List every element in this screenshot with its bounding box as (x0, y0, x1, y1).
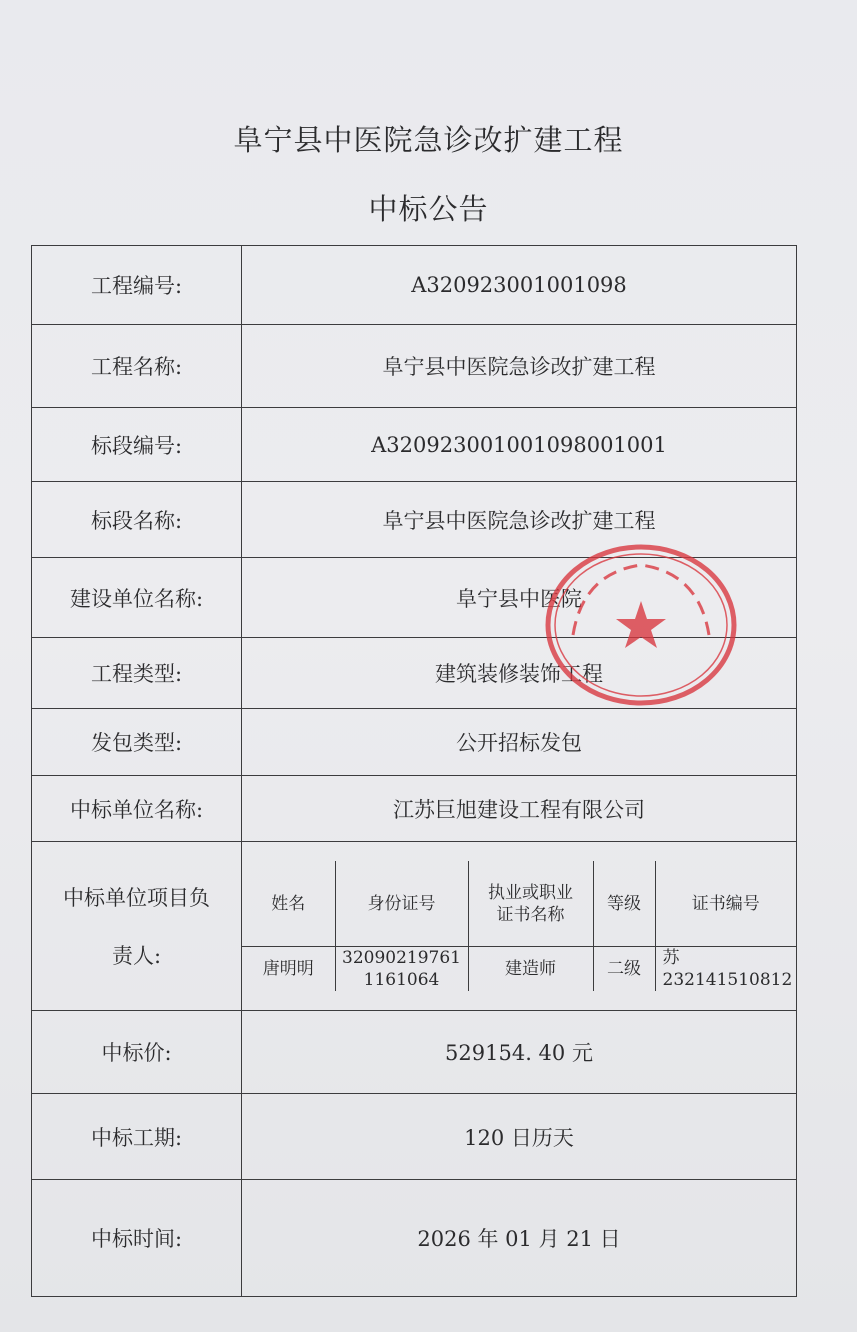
row-period (32, 1094, 797, 1180)
manager-data-row (242, 947, 796, 992)
period-value: 120 日历天 (242, 1094, 797, 1180)
project-name-value: 阜宁县中医院急诊改扩建工程 (242, 325, 797, 408)
project-no-value: A320923001001098 (242, 246, 797, 325)
header-name: 姓名 (242, 861, 335, 947)
header-cert-name-line1: 执业或职业 (488, 882, 573, 903)
header-cert-name-line2: 证书名称 (496, 904, 565, 925)
row-date (32, 1180, 797, 1297)
manager-id (335, 947, 468, 992)
manager-level: 二级 (593, 947, 655, 992)
manager-label-line2: 责人: (111, 944, 162, 968)
winner-label: 中标单位名称: (32, 776, 242, 842)
project-no-label: 工程编号: (32, 246, 242, 325)
manager-label-line1: 中标单位项目负 (63, 886, 210, 910)
row-builder (32, 558, 797, 638)
row-manager (32, 842, 797, 1011)
row-section-no (32, 408, 797, 482)
builder-label: 建设单位名称: (32, 558, 242, 638)
project-name-label: 工程名称: (32, 325, 242, 408)
period-label: 中标工期: (32, 1094, 242, 1180)
manager-cell (242, 842, 797, 1011)
manager-label (32, 842, 242, 1011)
manager-cert-no-line1: 苏 (662, 948, 680, 969)
row-section-name (32, 482, 797, 558)
row-project-type (32, 638, 797, 709)
row-price (32, 1011, 797, 1094)
section-name-value: 阜宁县中医院急诊改扩建工程 (242, 482, 797, 558)
project-type-value: 建筑装修装饰工程 (242, 638, 797, 709)
builder-value: 阜宁县中医院 (242, 558, 797, 638)
date-value: 2026 年 01 月 21 日 (242, 1180, 797, 1297)
row-project-name (32, 325, 797, 408)
header-id: 身份证号 (335, 861, 468, 947)
manager-id-line2: 1161064 (363, 970, 440, 991)
manager-table (242, 861, 796, 992)
header-cert-no: 证书编号 (655, 861, 796, 947)
price-value: 529154. 40 元 (242, 1011, 797, 1094)
document-subtitle: 中标公告 (368, 192, 489, 226)
announcement-table (31, 245, 797, 1297)
manager-cert-name: 建造师 (468, 947, 593, 992)
price-label: 中标价: (32, 1011, 242, 1094)
document-title: 阜宁县中医院急诊改扩建工程 (233, 123, 624, 157)
manager-cert-no (655, 947, 796, 992)
section-no-value: A320923001001098001001 (242, 408, 797, 482)
row-project-no (32, 246, 797, 325)
header-level: 等级 (593, 861, 655, 947)
winner-value: 江苏巨旭建设工程有限公司 (242, 776, 797, 842)
header-cert-name (468, 861, 593, 947)
section-name-label: 标段名称: (32, 482, 242, 558)
contract-type-value: 公开招标发包 (242, 709, 797, 776)
row-contract-type (32, 709, 797, 776)
manager-cert-no-line2: 232141510812 (662, 970, 793, 991)
date-label: 中标时间: (32, 1180, 242, 1297)
contract-type-label: 发包类型: (32, 709, 242, 776)
manager-id-line1: 32090219761 (342, 948, 461, 969)
section-no-label: 标段编号: (32, 408, 242, 482)
manager-header-row (242, 861, 796, 947)
project-type-label: 工程类型: (32, 638, 242, 709)
manager-name: 唐明明 (242, 947, 335, 992)
row-winner (32, 776, 797, 842)
